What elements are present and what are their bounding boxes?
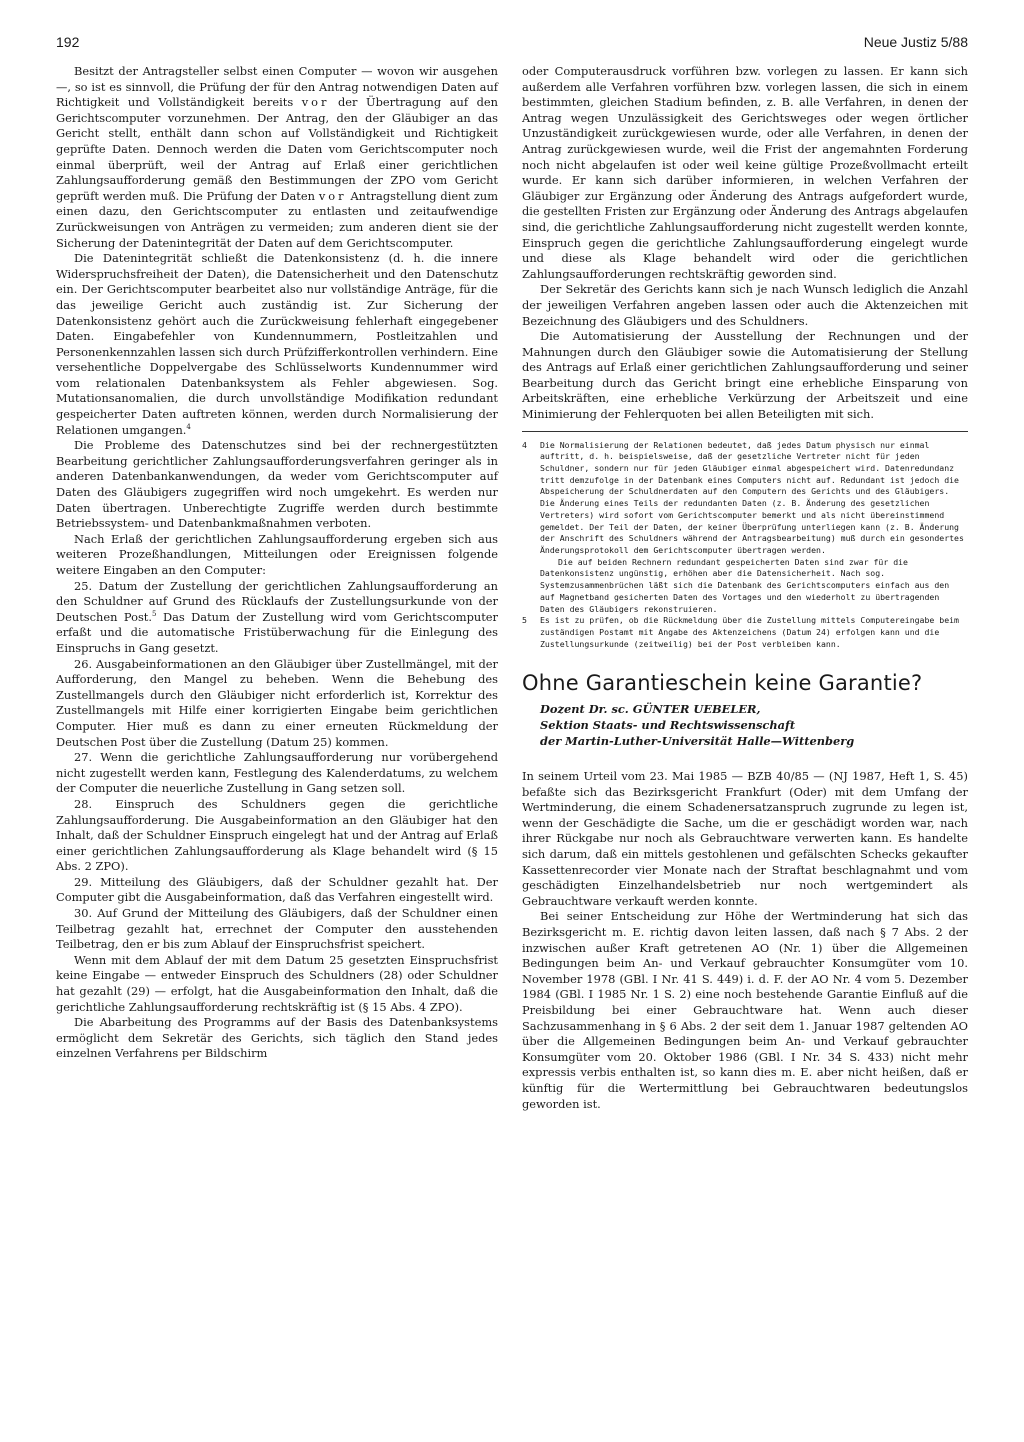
journal-issue: Neue Justiz 5/88 xyxy=(863,34,968,50)
footnote-ref[interactable]: 5 xyxy=(152,609,157,618)
list-item: 26. Ausgabeinformationen an den Gläubiger über Zustellmängel, mit der Aufforderung, den Mangel zu beheben. Wenn die Behebung des Zustellmangels durch den Gläubiger nicht erforderlich ist, Korrektur des Zustellmangels mit Hilfe einer korrigierten Eingabe beim gerichtlichen Computer. Hier muß es dann zu einer erneuten Rückmeldung der Deutschen Post über die Zustellung (Datum 25) kommen. xyxy=(56,656,498,749)
author-name: Dozent Dr. sc. GÜNTER UEBELER, xyxy=(540,702,761,717)
right-column xyxy=(522,64,968,1112)
paragraph: Die Abarbeitung des Programms auf der Basis des Datenbanksystems ermöglicht dem Sekretär des Gerichts, sich täglich den Stand jedes einzelnen Verfahrens per Bildschirm xyxy=(56,1015,498,1061)
paragraph: Die Automatisierung der Ausstellung der Rechnungen und der Mahnungen durch den Gläubiger sowie die Automatisierung der Stellung des Antrags auf Erlaß einer gerichtlichen Zahlungsaufforderung und seiner Bearbeitung durch das Gericht bringt eine erhebliche Einsparung von Arbeitskräften, eine erhebliche Verkürzung der Arbeitszeit und eine Minimierung der Fehlerquoten bei allen Beteiligten mit sich. xyxy=(522,329,968,422)
paragraph: Wenn mit dem Ablauf der mit dem Datum 25 gesetzten Einspruchsfrist keine Eingabe — entweder Einspruch des Schuldners (28) oder Schuldner hat gezahlt (29) — erfolgt, hat die Ausgabeinformation den Inhalt, daß die gerichtliche Zahlungsaufforderung rechtskräftig ist (§ 15 Abs. 4 ZPO). xyxy=(56,952,498,1014)
author-affiliation: Sektion Staats- und Rechtswissenschaft xyxy=(540,717,796,732)
footnotes xyxy=(522,440,968,651)
page-header xyxy=(56,34,968,54)
page-number: 192 xyxy=(56,34,80,50)
paragraph: oder Computerausdruck vorführen bzw. vorlegen zu lassen. Er kann sich außerdem alle Verfahren vorführen bzw. vorlegen lassen, die sich in einem bestimmten, gleichen Stadium befinden, z. B. alle Verfahren, in denen der Antrag wegen Unzulässigkeit des Gerichtsweges oder wegen örtlicher Unzuständigkeit zurückgewiesen wurde, oder alle Verfahren, in denen der Antrag zurückgewiesen wurde, weil die Frist der angemahnten Forderung noch nicht abgelaufen ist oder weil keine gültige Prozeßvollmacht erteilt wurde. Er kann sich darüber informieren, in welchen Verfahren der Gläubiger zur Ergänzung oder Änderung des Antrags aufgefordert wurde, die gestellten Fristen zur Ergänzung oder Änderung des Antrags abgelaufen sind, die gerichtliche Zahlungsaufforderung nicht zugestellt werden konnte, Einspruch gegen die gerichtliche Zahlungsaufforderung eingelegt wurde und diese als Klage behandelt wird oder die gerichtlichen Zahlungsaufforderungen rechtskräftig geworden sind. xyxy=(522,64,968,281)
footnote-number: 5 xyxy=(522,615,527,626)
list-item: 27. Wenn die gerichtliche Zahlungsaufforderung nur vorübergehend nicht zugestellt werden kann, Festlegung des Kalenderdatums, zu welchem der Computer die neuerliche Zustellung in Gang setzen soll. xyxy=(56,750,498,796)
list-item: 25. Datum der Zustellung der gerichtlichen Zahlungsaufforderung an den Schuldner auf Grund des Rücklaufs der Zustellungsurkunde von der Deutschen Post.$^5$ Das Datum der Zustellung wird vom Gerichtscomputer erfaßt und die automatische Fristüberwachung für die Einlegung des Einspruchs in Gang gesetzt. xyxy=(56,578,498,655)
footnote-ref[interactable]: 4 xyxy=(186,422,191,431)
list-item: 28. Einspruch des Schuldners gegen die gerichtliche Zahlungsaufforderung. Die Ausgabeinformation an den Gläubiger hat den Inhalt, daß der Schuldner Einspruch eingelegt hat und der Antrag auf Erlaß einer gerichtlichen Zahlungsaufforderung als Klage behandelt wird (§ 15 Abs. 2 ZPO). xyxy=(56,796,498,874)
footnote-divider xyxy=(522,431,968,432)
paragraph: Die Datenintegrität schließt die Datenkonsistenz (d. h. die innere Widerspruchsfreiheit der Daten), die Datensicherheit und den Datenschutz ein. Der Gerichtscomputer bearbeitet also nur vollständige Anträge, für die das jeweilige Gericht auch zuständig ist. Zur Sicherung der Datenkonsistenz gehört auch die Zurückweisung fehlerhaft eingegebener Daten. Eingabefehler von Kundennummern, Postleitzahlen und Personenkennzahlen lassen sich durch Prüfzifferkontrollen verhindern. Eine versehentliche Doppelvergabe des Schlüsselworts Kundennummer wird vom relationalen Datenbanksystem als Fehler abgewiesen. Sog. Mutationsanomalien, die durch unvollständige Modifikation redundant gespeicherter Daten auftreten können, werden durch Normalisierung der Relationen umgangen.$^4$ xyxy=(56,251,498,437)
emphasis-text: vor xyxy=(318,188,347,203)
left-column xyxy=(56,64,498,1062)
footnote-4: 4 Die Normalisierung der Relationen bedeutet, daß jedes Datum physisch nur einmal auftritt, d. h. beispielsweise, daß der gesetzliche Vertreter nicht für jeden Schuldner, sondern nur für jeden Gläubiger einmal abgespeichert wird. Datenredundanz tritt demzufolge in der Datenbank eines Computers nicht auf. Redundant ist jedoch die Abspeicherung der Schuldnerdaten auf den Computern des Gerichts und des Gläubigers. Die Änderung eines Teils der redundanten Daten (z. B. Änderung des gesetzlichen Vertreters) wird sofort vom Gerichtscomputer bemerkt und als nicht übereinstimmend gemeldet. Der Teil der Daten, der keiner Überprüfung unterliegen kann (z. B. Änderung der Anschrift des Schuldners während der Antragsbearbeitung) muß durch ein gesondertes Änderungsprotokoll dem Gerichtscomputer übertragen werden. xyxy=(522,439,964,555)
list-item: 30. Auf Grund der Mitteilung des Gläubigers, daß der Schuldner einen Teilbetrag gezahlt hat, errechnet der Computer den ausstehenden Teilbetrag, den er bis zum Ablauf der Einspruchsfrist speichert. xyxy=(56,906,498,952)
paragraph: Die Probleme des Datenschutzes sind bei der rechnergestützten Bearbeitung gerichtlicher Zahlungsaufforderungsverfahren geringer als in anderen Datenbankanwendungen, da weder vom Gerichtscomputer auf Daten des Gläubigers zugegriffen wird noch umgekehrt. Es werden nur Daten übertragen. Unberechtigte Zugriffe werden durch bestimmte Betriebssystem- und Datenbankmaßnahmen verboten. xyxy=(56,438,498,531)
paragraph: Nach Erlaß der gerichtlichen Zahlungsaufforderung ergeben sich aus weiteren Prozeßhandlungen, Mitteilungen oder Ereignissen folgende weitere Eingaben an den Computer: xyxy=(56,531,498,577)
list-item: 29. Mitteilung des Gläubigers, daß der Schuldner gezahlt hat. Der Computer gibt die Ausgabeinformation, daß das Verfahren eingestellt wird. xyxy=(56,874,498,905)
footnote-number: 4 xyxy=(522,439,527,450)
article-body xyxy=(522,769,968,1112)
article-title: Ohne Garantieschein keine Garantie? xyxy=(522,671,923,696)
footnote-continuation: Die auf beiden Rechnern redundant gespeicherten Daten sind zwar für die Datenkonsistenz ungünstig, erhöhen aber die Datensicherheit. Nach sog. Systemzusammenbrüchen läßt sich die Datenbank des Gerichtscomputers einfach aus den auf Magnetband gesicherten Daten des Vortages und den wiederholt zu übertragenden Daten des Gläubigers rekonstruieren. xyxy=(540,556,950,614)
author-institution: der Martin-Luther-Universität Halle—Wittenberg xyxy=(540,733,855,748)
paragraph: In seinem Urteil vom 23. Mai 1985 — BZB 40/85 — (NJ 1987, Heft 1, S. 45) befaßte sich das Bezirksgericht Frankfurt (Oder) mit dem Umfang der Wertminderung, die einem Schadenersatzanspruch zugrunde zu legen ist, wenn der Geschädigte die Sache, um die er geschädigt worden war, nach ihrer Rückgabe nur noch als Gebrauchtware verwerten kann. Es handelte sich darum, daß ein mittels gestohlenen und gefälschten Schecks gekaufter Kassettenrecorder vier Monate nach der Straftat beschlagnahmt und vom geschädigten Einzelhandelsbetrieb nur noch wertgemindert als Gebrauchtware verkauft werden konnte. xyxy=(522,769,968,908)
paragraph: Der Sekretär des Gerichts kann sich je nach Wunsch lediglich die Anzahl der jeweiligen Verfahren angeben lassen oder auch die Aktenzeichen mit Bezeichnung des Gläubigers und des Schuldners. xyxy=(522,282,968,328)
emphasis-text: vor xyxy=(301,95,330,110)
paragraph: Besitzt der Antragsteller selbst einen Computer — wovon wir ausgehen —, so ist es sinnvoll, die Prüfung der für den Antrag notwendigen Daten auf Richtigkeit und Vollständigkeit bereits vor der Übertragung auf den Gerichtscomputer vorzunehmen. Der Antrag, den der Gläubiger an das Gericht stellt, enthält dann schon auf Vollständigkeit und Richtigkeit geprüfte Daten. Dennoch werden die Daten vom Gerichtscomputer noch einmal überprüft, weil der Antrag auf Erlaß einer gerichtlichen Zahlungsaufforderung gemäß den Bestimmungen der ZPO vom Gericht geprüft werden muß. Die Prüfung der Daten vor Antragstellung dient zum einen dazu, den Gerichtscomputer zu entlasten und zeitaufwendige Zurückweisungen von Anträgen zu vermeiden; zum anderen dient sie der Sicherung der Datenintegrität der Daten auf dem Gerichtscomputer. xyxy=(56,64,498,250)
footnote-5: 5 Es ist zu prüfen, ob die Rückmeldung über die Zustellung mittels Computereingabe beim zuständigen Postamt mit Angabe des Aktenzeichens (Datum 24) erfolgen kann und die Zustellungsurkunde (zeitweilig) bei der Post verbleiben kann. xyxy=(522,615,959,649)
paragraph: Bei seiner Entscheidung zur Höhe der Wertminderung hat sich das Bezirksgericht m. E. richtig davon leiten lassen, daß nach § 7 Abs. 2 der inzwischen außer Kraft getretenen AO (Nr. 1) über die Allgemeinen Bedingungen beim An- und Verkauf gebrauchter Konsumgüter vom 10. November 1978 (GBl. I Nr. 41 S. 449) i. d. F. der AO Nr. 4 vom 5. Dezember 1984 (GBl. I 1985 Nr. 1 S. 2) eine noch bestehende Garantie Einfluß auf die Preisbildung bei einer Gebrauchtware hat. Wenn auch dieser Sachzusammenhang in § 6 Abs. 2 der seit dem 1. Januar 1987 geltenden AO über die Allgemeinen Bedingungen beim An- und Verkauf gebrauchter Konsumgüter vom 20. Oktober 1986 (GBl. I Nr. 34 S. 433) nicht mehr expressis verbis enthalten ist, so kann dies m. E. aber nicht heißen, daß er künftig für die Wertermittlung bei Gebrauchtwaren bedeutungslos geworden ist. xyxy=(522,909,968,1111)
